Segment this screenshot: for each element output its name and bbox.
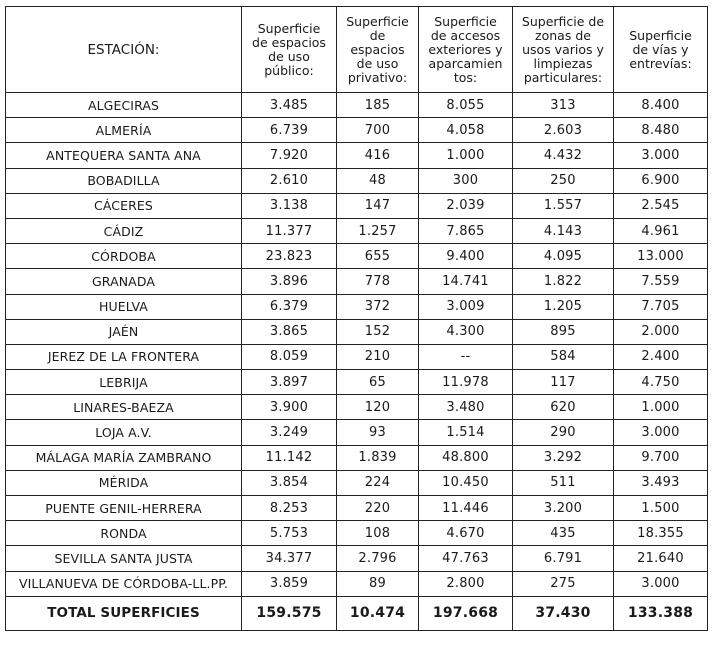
station-name-cell: JAÉN	[6, 319, 242, 344]
value-cell: 435	[513, 521, 614, 546]
total-label-cell: TOTAL SUPERFICIES	[6, 596, 242, 630]
station-name-cell: GRANADA	[6, 269, 242, 294]
station-name-cell: SEVILLA SANTA JUSTA	[6, 546, 242, 571]
header-column-3	[419, 7, 513, 93]
header-line: exteriores y	[428, 41, 503, 57]
station-name-cell: PUENTE GENIL-HERRERA	[6, 496, 242, 521]
header-line: Superficie	[346, 13, 409, 29]
value-cell: 1.000	[419, 143, 513, 168]
value-cell: 3.009	[419, 294, 513, 319]
header-column-1	[242, 7, 337, 93]
value-cell: 3.493	[614, 470, 708, 495]
header-line: usos varios y	[522, 41, 604, 57]
value-cell: 48.800	[419, 445, 513, 470]
header-line: público:	[264, 62, 314, 78]
value-cell: 2.000	[614, 319, 708, 344]
value-cell: 700	[337, 118, 419, 143]
table-row	[6, 420, 708, 445]
value-cell: 3.249	[242, 420, 337, 445]
table-row	[6, 319, 708, 344]
surfaces-table	[5, 6, 708, 631]
table-row	[6, 521, 708, 546]
value-cell: 13.000	[614, 244, 708, 269]
station-name-cell: CÁDIZ	[6, 218, 242, 243]
station-name-cell: RONDA	[6, 521, 242, 546]
value-cell: 3.485	[242, 93, 337, 118]
station-name-cell: LEBRIJA	[6, 370, 242, 395]
value-cell: 1.514	[419, 420, 513, 445]
header-line: de vías y	[632, 41, 689, 57]
value-cell: 14.741	[419, 269, 513, 294]
value-cell: 185	[337, 93, 419, 118]
value-cell: 11.142	[242, 445, 337, 470]
value-cell: 3.859	[242, 571, 337, 596]
value-cell: 9.700	[614, 445, 708, 470]
value-cell: 210	[337, 344, 419, 369]
value-cell: 3.896	[242, 269, 337, 294]
value-cell: 3.000	[614, 143, 708, 168]
station-name-cell: MÁLAGA MARÍA ZAMBRANO	[6, 445, 242, 470]
table-row	[6, 269, 708, 294]
value-cell: 152	[337, 319, 419, 344]
value-cell: 2.039	[419, 193, 513, 218]
value-cell: 18.355	[614, 521, 708, 546]
value-cell: 4.300	[419, 319, 513, 344]
surfaces-table-container	[5, 6, 708, 631]
value-cell: 4.143	[513, 218, 614, 243]
station-name-cell: LOJA A.V.	[6, 420, 242, 445]
value-cell: 4.961	[614, 218, 708, 243]
header-line: de uso	[356, 55, 399, 71]
table-row	[6, 168, 708, 193]
header-line: ESTACIÓN:	[87, 41, 160, 58]
value-cell: 3.138	[242, 193, 337, 218]
value-cell: 7.559	[614, 269, 708, 294]
station-name-cell: JEREZ DE LA FRONTERA	[6, 344, 242, 369]
value-cell: 6.900	[614, 168, 708, 193]
value-cell: 313	[513, 93, 614, 118]
header-line: de uso	[268, 48, 310, 64]
header-line: entrevías:	[629, 55, 692, 71]
value-cell: 4.750	[614, 370, 708, 395]
total-value-cell: 159.575	[242, 596, 337, 630]
value-cell: 108	[337, 521, 419, 546]
value-cell: 7.865	[419, 218, 513, 243]
value-cell: 300	[419, 168, 513, 193]
total-value-cell: 37.430	[513, 596, 614, 630]
value-cell: 2.610	[242, 168, 337, 193]
value-cell: 3.000	[614, 571, 708, 596]
value-cell: 2.400	[614, 344, 708, 369]
value-cell: 220	[337, 496, 419, 521]
value-cell: 21.640	[614, 546, 708, 571]
total-value-cell: 10.474	[337, 596, 419, 630]
value-cell: 416	[337, 143, 419, 168]
table-row	[6, 571, 708, 596]
value-cell: 8.253	[242, 496, 337, 521]
total-value-cell: 133.388	[614, 596, 708, 630]
value-cell: 655	[337, 244, 419, 269]
value-cell: 8.400	[614, 93, 708, 118]
value-cell: 3.292	[513, 445, 614, 470]
value-cell: 4.095	[513, 244, 614, 269]
header-line: particulares:	[523, 69, 603, 85]
station-name-cell: MÉRIDA	[6, 470, 242, 495]
value-cell: 120	[337, 395, 419, 420]
value-cell: 1.205	[513, 294, 614, 319]
table-row	[6, 370, 708, 395]
value-cell: 93	[337, 420, 419, 445]
value-cell: 3.865	[242, 319, 337, 344]
value-cell: 511	[513, 470, 614, 495]
value-cell: 2.796	[337, 546, 419, 571]
station-name-cell: CÓRDOBA	[6, 244, 242, 269]
header-line: limpiezas	[533, 55, 593, 71]
value-cell: 250	[513, 168, 614, 193]
station-name-cell: ALMERÍA	[6, 118, 242, 143]
value-cell: 3.897	[242, 370, 337, 395]
value-cell: 778	[337, 269, 419, 294]
value-cell: 11.446	[419, 496, 513, 521]
value-cell: 6.739	[242, 118, 337, 143]
value-cell: 3.900	[242, 395, 337, 420]
header-line: Superficie	[257, 20, 321, 36]
value-cell: --	[419, 344, 513, 369]
table-row	[6, 445, 708, 470]
value-cell: 8.480	[614, 118, 708, 143]
header-line: espacios	[350, 41, 405, 57]
value-cell: 47.763	[419, 546, 513, 571]
value-cell: 1.257	[337, 218, 419, 243]
table-row	[6, 395, 708, 420]
value-cell: 372	[337, 294, 419, 319]
table-row	[6, 294, 708, 319]
header-line: Superficie	[629, 27, 692, 43]
value-cell: 6.379	[242, 294, 337, 319]
value-cell: 2.603	[513, 118, 614, 143]
value-cell: 4.432	[513, 143, 614, 168]
header-line: privativo:	[347, 69, 408, 85]
table-row	[6, 344, 708, 369]
header-column-5	[614, 7, 708, 93]
value-cell: 895	[513, 319, 614, 344]
value-cell: 4.670	[419, 521, 513, 546]
station-name-cell: VILLANUEVA DE CÓRDOBA-LL.PP.	[6, 571, 242, 596]
station-name-cell: ANTEQUERA SANTA ANA	[6, 143, 242, 168]
value-cell: 11.978	[419, 370, 513, 395]
value-cell: 275	[513, 571, 614, 596]
table-body	[6, 93, 708, 631]
station-name-cell: HUELVA	[6, 294, 242, 319]
total-row	[6, 596, 708, 630]
value-cell: 1.839	[337, 445, 419, 470]
value-cell: 34.377	[242, 546, 337, 571]
header-line: de accesos	[430, 27, 501, 43]
station-name-cell: LINARES-BAEZA	[6, 395, 242, 420]
station-name-cell: ALGECIRAS	[6, 93, 242, 118]
header-line: Superficie	[434, 13, 497, 29]
header-line: Superficie de	[521, 13, 605, 29]
value-cell: 3.480	[419, 395, 513, 420]
value-cell: 5.753	[242, 521, 337, 546]
value-cell: 48	[337, 168, 419, 193]
table-row	[6, 546, 708, 571]
header-column-4	[513, 7, 614, 93]
value-cell: 224	[337, 470, 419, 495]
value-cell: 6.791	[513, 546, 614, 571]
table-row	[6, 143, 708, 168]
value-cell: 584	[513, 344, 614, 369]
value-cell: 290	[513, 420, 614, 445]
value-cell: 2.800	[419, 571, 513, 596]
value-cell: 65	[337, 370, 419, 395]
table-row	[6, 193, 708, 218]
header-column-2	[337, 7, 419, 93]
value-cell: 3.200	[513, 496, 614, 521]
table-row	[6, 218, 708, 243]
header-line: de espacios	[252, 34, 326, 50]
value-cell: 8.055	[419, 93, 513, 118]
station-name-cell: BOBADILLA	[6, 168, 242, 193]
value-cell: 1.557	[513, 193, 614, 218]
header-line: zonas de	[535, 27, 591, 43]
value-cell: 2.545	[614, 193, 708, 218]
value-cell: 10.450	[419, 470, 513, 495]
value-cell: 3.000	[614, 420, 708, 445]
value-cell: 7.920	[242, 143, 337, 168]
total-value-cell: 197.668	[419, 596, 513, 630]
value-cell: 620	[513, 395, 614, 420]
value-cell: 3.854	[242, 470, 337, 495]
value-cell: 9.400	[419, 244, 513, 269]
value-cell: 117	[513, 370, 614, 395]
table-row	[6, 496, 708, 521]
header-row	[6, 7, 708, 93]
header-line: de	[369, 27, 386, 43]
header-line: aparcamien	[428, 55, 503, 71]
value-cell: 1.500	[614, 496, 708, 521]
header-station	[6, 7, 242, 93]
value-cell: 89	[337, 571, 419, 596]
station-name-cell: CÁCERES	[6, 193, 242, 218]
value-cell: 4.058	[419, 118, 513, 143]
value-cell: 7.705	[614, 294, 708, 319]
table-row	[6, 118, 708, 143]
value-cell: 23.823	[242, 244, 337, 269]
value-cell: 11.377	[242, 218, 337, 243]
value-cell: 8.059	[242, 344, 337, 369]
value-cell: 1.822	[513, 269, 614, 294]
value-cell: 147	[337, 193, 419, 218]
header-line: tos:	[453, 69, 478, 85]
table-row	[6, 470, 708, 495]
value-cell: 1.000	[614, 395, 708, 420]
table-row	[6, 244, 708, 269]
table-row	[6, 93, 708, 118]
